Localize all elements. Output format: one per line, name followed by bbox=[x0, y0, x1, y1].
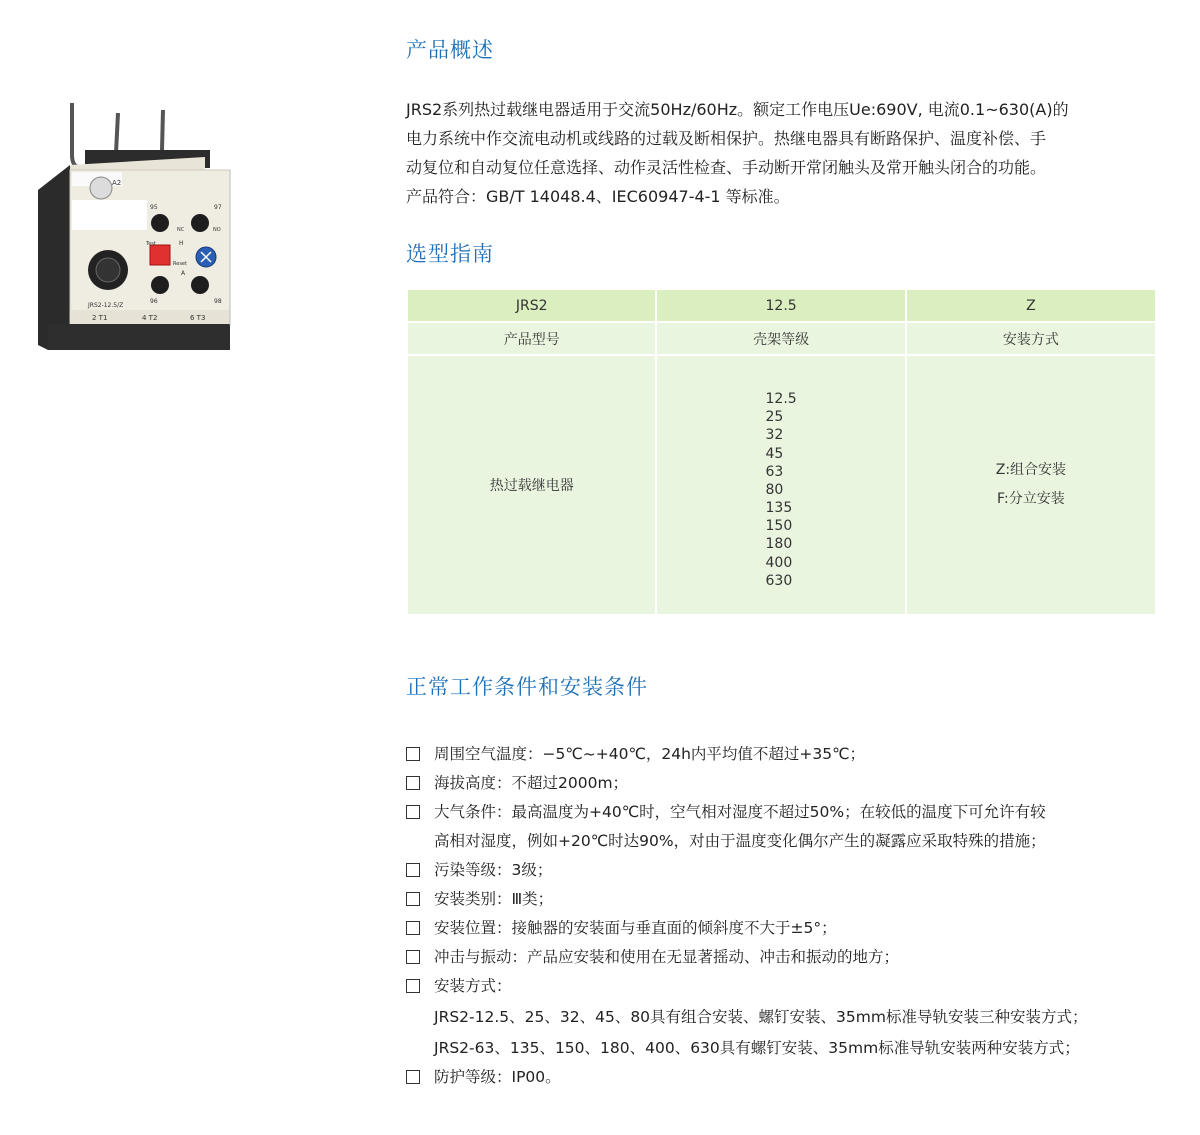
frame-size: 45 bbox=[765, 445, 784, 462]
mount-option: Z:组合安装 bbox=[995, 462, 1067, 478]
terminal-t3: 6 T3 bbox=[190, 314, 206, 322]
mount-detail-line: JRS2-63、135、150、180、400、630具有螺钉安装、35mm标准导轨安装两种安装方式； bbox=[434, 1039, 1080, 1057]
a2-label: A2 bbox=[112, 179, 122, 187]
subheader-cell: 产品型号 bbox=[407, 322, 656, 355]
frame-size: 32 bbox=[765, 427, 784, 444]
terminal-t1: 2 T1 bbox=[92, 314, 108, 322]
mount-cell bbox=[906, 355, 1156, 614]
selection-title: 选型指南 bbox=[406, 242, 494, 266]
h-label: H bbox=[179, 240, 184, 247]
list-item bbox=[406, 885, 1087, 914]
condition-text: 海拔高度：不超过2000m； bbox=[434, 774, 629, 792]
selection-table bbox=[406, 290, 1157, 614]
product-photo bbox=[30, 95, 250, 355]
list-item bbox=[406, 769, 1087, 798]
terminal-98: 98 bbox=[214, 298, 222, 305]
overview-line: 电力系统中作交流电动机或线路的过载及断相保护。热继电器具有断路保护、温度补偿、手 bbox=[406, 129, 1047, 148]
nc-label: NC bbox=[177, 227, 185, 233]
condition-text-continued: 高相对湿度，例如+20℃时达90%，对由于温度变化偶尔产生的凝露应采取特殊的措施； bbox=[434, 832, 1046, 850]
condition-text: 冲击与振动：产品应安装和使用在无显著摇动、冲击和振动的地方； bbox=[434, 948, 900, 966]
table-subheader-row bbox=[407, 322, 1156, 355]
mount-list bbox=[907, 456, 1155, 514]
reset-label: Reset bbox=[173, 261, 187, 267]
checkbox-icon bbox=[406, 979, 420, 993]
frame-size: 400 bbox=[765, 554, 793, 571]
list-item bbox=[406, 972, 1087, 1063]
condition-text: 防护等级：IP00。 bbox=[434, 1068, 561, 1086]
product-name-cell: 热过载继电器 bbox=[407, 355, 656, 614]
frame-size: 63 bbox=[765, 463, 784, 480]
a-label: A bbox=[181, 270, 186, 277]
model-label: JRS2-12.5/Z bbox=[88, 302, 124, 309]
header-cell: Z bbox=[906, 290, 1156, 322]
list-item bbox=[406, 1063, 1087, 1092]
overview-line: JRS2系列热过载继电器适用于交流50Hz/60Hz。额定工作电压Ue:690V, 电流0.1~630(A)的 bbox=[406, 100, 1069, 119]
terminal-97: 97 bbox=[214, 204, 222, 211]
terminal-t2: 4 T2 bbox=[142, 314, 158, 322]
checkbox-icon bbox=[406, 805, 420, 819]
condition-text: 大气条件：最高温度为+40℃时，空气相对湿度不超过50%；在较低的温度下可允许有较 bbox=[434, 803, 1046, 821]
terminal-96: 96 bbox=[150, 298, 158, 305]
checkbox-icon bbox=[406, 863, 420, 877]
conditions-list bbox=[406, 740, 1087, 1092]
condition-text: 周围空气温度：−5℃~+40℃，24h内平均值不超过+35℃； bbox=[434, 745, 866, 763]
terminal-95: 95 bbox=[150, 204, 158, 211]
checkbox-icon bbox=[406, 776, 420, 790]
table-header-row bbox=[407, 290, 1156, 322]
frame-size: 180 bbox=[765, 536, 793, 553]
overview-line: 动复位和自动复位任意选择、动作灵活性检查、手动断开常闭触头及常开触头闭合的功能。 bbox=[406, 158, 1047, 177]
mount-option: F:分立安装 bbox=[997, 491, 1065, 507]
checkbox-icon bbox=[406, 747, 420, 761]
test-label: Test bbox=[146, 241, 156, 247]
list-item bbox=[406, 943, 1087, 972]
frame-size: 135 bbox=[765, 500, 793, 517]
checkbox-icon bbox=[406, 1070, 420, 1084]
subheader-cell: 安装方式 bbox=[906, 322, 1156, 355]
condition-text: 安装类别：Ⅲ类； bbox=[434, 890, 554, 908]
condition-text: 安装位置：接触器的安装面与垂直面的倾斜度不大于±5°； bbox=[434, 919, 837, 937]
table-row bbox=[407, 355, 1156, 614]
no-label: NO bbox=[213, 227, 221, 233]
checkbox-icon bbox=[406, 892, 420, 906]
checkbox-icon bbox=[406, 950, 420, 964]
condition-text: 安装方式： bbox=[434, 977, 512, 995]
conditions-title: 正常工作条件和安装条件 bbox=[406, 675, 648, 699]
frame-size: 630 bbox=[765, 572, 793, 589]
frame-size: 80 bbox=[765, 481, 784, 498]
checkbox-icon bbox=[406, 921, 420, 935]
list-item bbox=[406, 740, 1087, 769]
mount-detail-line: JRS2-12.5、25、32、45、80具有组合安装、螺钉安装、35mm标准导轨安装三种安装方式； bbox=[434, 1008, 1088, 1026]
overview-line: 产品符合：GB/T 14048.4、IEC60947-4-1 等标准。 bbox=[406, 187, 790, 206]
header-cell: JRS2 bbox=[407, 290, 656, 322]
frame-size-list bbox=[766, 380, 797, 590]
condition-text: 污染等级：3级； bbox=[434, 861, 553, 879]
frame-size: 150 bbox=[765, 518, 793, 535]
overview-title: 产品概述 bbox=[406, 38, 494, 62]
list-item bbox=[406, 914, 1087, 943]
list-item bbox=[406, 856, 1087, 885]
overview-paragraph bbox=[406, 95, 1181, 211]
frame-size: 25 bbox=[765, 409, 784, 426]
frame-size-cell bbox=[656, 355, 905, 614]
frame-size: 12.5 bbox=[765, 390, 797, 407]
list-item bbox=[406, 798, 1087, 856]
header-cell: 12.5 bbox=[656, 290, 905, 322]
subheader-cell: 壳架等级 bbox=[656, 322, 905, 355]
